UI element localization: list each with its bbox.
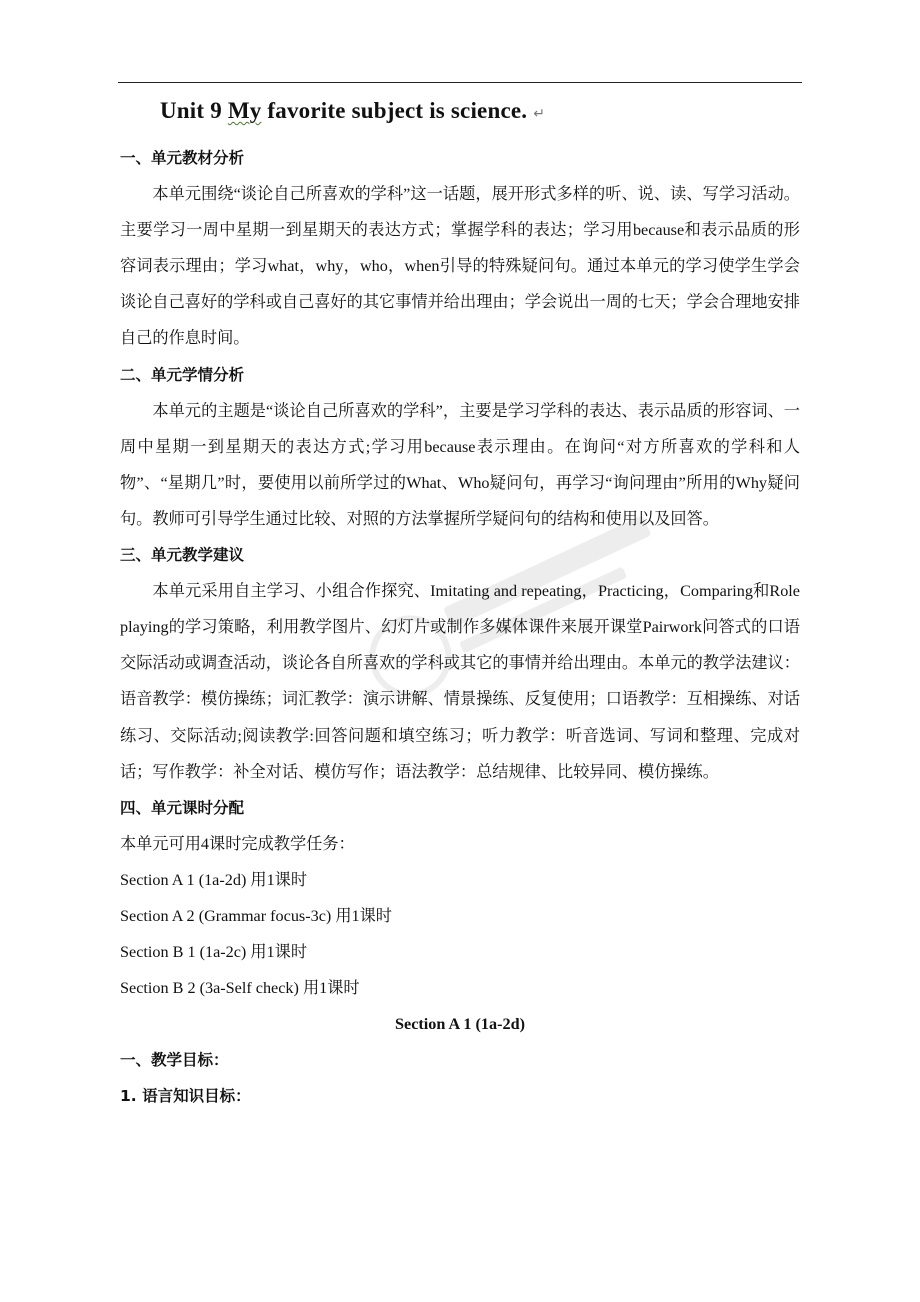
schedule-line-4: Section B 2 (3a-Self check) 用1课时 xyxy=(120,979,360,998)
subsection-item: 1. 语言知识目标： xyxy=(120,1087,251,1106)
schedule-line-1: Section A 1 (1a-2d) 用1课时 xyxy=(120,870,308,889)
section-paragraph-3: 本单元采用自主学习、小组合作探究、Imitating and repeating，Practicing，Comparing和Role playing的学习策略，利用教学图片、幻灯片或制作多媒体课件来展开课堂Pairwork问答式的口语交际活动或调查活动，谈论各自所喜欢的学科或其它的事情并给出理由。本单元的教学法建议：语音教学：模仿操练；词汇教学：演示讲解、情景操练、反复使用；口语教学：互相操练、对话练习、交际活动;阅读教学:回答问题和填空练习；听力教学：听音选词、写词和整理、完成对话；写作教学：补全对话、模仿写作；语法教学：总结规律、比较异同、模仿操练。 xyxy=(120,582,800,781)
title-prefix: Unit 9 xyxy=(160,98,228,123)
section-paragraph-1: 本单元围绕“谈论自己所喜欢的学科”这一话题，展开形式多样的听、说、读、写学习活动。主要学习一周中星期一到星期天的表达方式；掌握学科的表达；学习用because和表示品质的形容词表示理由；学习what，why，who，when引导的特殊疑问句。通过本单元的学习使学生学会谈论自己喜好的学科或自己喜好的其它事情并给出理由；学会说出一周的七天；学会合理地安排自己的作息时间。 xyxy=(120,185,800,348)
unit-title xyxy=(160,98,545,124)
schedule-line-3: Section B 1 (1a-2c) 用1课时 xyxy=(120,943,308,962)
subsection-heading: 一、教学目标： xyxy=(120,1051,229,1070)
section-heading-3: 三、单元教学建议 xyxy=(120,546,245,565)
title-spellcheck-word: My xyxy=(227,98,262,123)
document-body xyxy=(120,140,800,1115)
section-paragraph-2: 本单元的主题是“谈论自己所喜欢的学科”，主要是学习学科的表达、表示品质的形容词、一周中星期一到星期天的表达方式;学习用because表示理由。在询问“对方所喜欢的学科和人物”、“星期几”时，要使用以前所学过的What、Who疑问句，再学习“询问理由”所用的Why疑问句。教师可引导学生通过比较、对照的方法掌握所学疑问句的结构和使用以及回答。 xyxy=(120,401,800,528)
title-suffix: favorite subject is science. xyxy=(261,98,528,123)
schedule-intro: 本单元可用4课时完成教学任务： xyxy=(120,834,355,853)
header-rule xyxy=(118,82,802,83)
section-heading-2: 二、单元学情分析 xyxy=(120,365,245,384)
section-heading-1: 一、单元教材分析 xyxy=(120,149,245,167)
subsection-title: Section A 1 (1a-2d) xyxy=(395,1015,525,1034)
schedule-line-2: Section A 2 (Grammar focus-3c) 用1课时 xyxy=(120,906,392,925)
paragraph-mark-icon: ↵ xyxy=(533,107,546,122)
section-heading-4: 四、单元课时分配 xyxy=(120,798,245,817)
